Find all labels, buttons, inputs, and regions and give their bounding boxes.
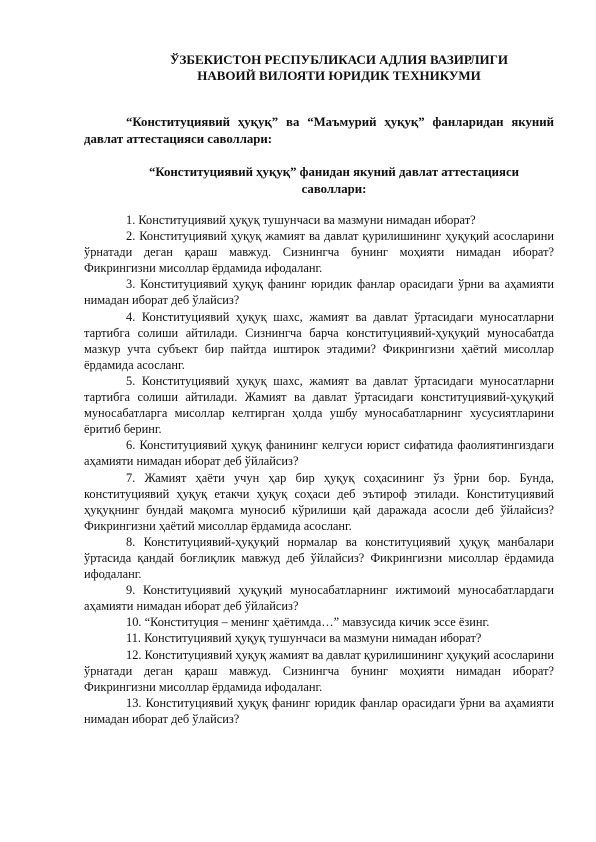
section-title-line2: саволлари: <box>301 182 367 196</box>
question-item: 13. Конституциявий ҳуқуқ фанинг юридик фанлар орасидаги ўрни ва аҳамияти нимадан иборат деб ўлайсиз? <box>84 695 554 726</box>
question-item: 7. Жамият ҳаёти учун ҳар бир ҳуқуқ соҳасининг ўз ўрни бор. Бунда, конституциявий ҳуқуқ етакчи ҳуқуқ соҳаси деб эътироф этилади. Конституциявий ҳуқуқнинг бундай мақомга муносиб кўрилиши қай даражада асосли деб ўйлайсиз? Фикрингизни ҳаётий мисоллар ёрдамида асосланг. <box>84 470 554 533</box>
question-item: 12. Конституциявий ҳуқуқ жамият ва давлат қурилишининг ҳуқуқий асосларини ўрнатади деган қараш мавжуд. Сизнингча бунинг моҳияти нимадан иборат? Фикрингизни мисоллар ёрдамида ифодаланг. <box>84 647 554 694</box>
question-item: 11. Конституциявий ҳуқуқ тушунчаси ва мазмуни нимадан иборат? <box>126 631 482 646</box>
question-item: 2. Конституциявий ҳуқуқ жамият ва давлат қурилишининг ҳуқуқий асосларини ўрнатади деган қараш мавжуд. Сизнингча бунинг моҳияти нимадан иборат? Фикрингизни мисоллар ёрдамида ифодаланг. <box>84 229 554 276</box>
question-item: 3. Конституциявий ҳуқуқ фанинг юридик фанлар орасидаги ўрни ва аҳамияти нимадан иборат деб ўлайсиз? <box>84 277 554 308</box>
document-page <box>84 52 554 727</box>
section-title <box>84 164 554 198</box>
question-item: 1. Конституциявий ҳуқуқ тушунчаси ва мазмуни нимадан иборат? <box>126 213 476 227</box>
document-header <box>124 52 554 84</box>
question-item: 5. Конституциявий ҳуқуқ шахс, жамият ва давлат ўртасидаги муносатларни тартибга солиши айтилади. Жамият ва давлат ўртасидаги конституциявий-ҳуқуқий муносабатларга мисоллар келтирган ҳолда ушбу муносабатларнинг хусусиятларини ёритиб беринг. <box>84 373 554 437</box>
header-institution: НАВОИЙ ВИЛОЯТИ ЮРИДИК ТЕХНИКУМИ <box>197 68 481 83</box>
question-list <box>84 212 554 727</box>
question-item: 9. Конституциявий ҳуқуқий муносабатларнинг ижтимоий муносабатлардаги аҳамияти нимадан иборат деб ўйлайсиз? <box>84 583 554 614</box>
question-item: 8. Конституциявий-ҳуқуқий нормалар ва конституциявий ҳуқуқ манбалари ўртасида қандай боғлиқлик мавжуд деб ўйлайсиз? Фикрингизни мисоллар ёрдамида ифодаланг. <box>84 534 554 582</box>
section-title-line1: “Конституциявий ҳуқуқ” фанидан якуний давлат аттестацияси <box>148 165 520 179</box>
question-item: 4. Конституциявий ҳуқуқ шахс, жамият ва давлат ўртасидаги муносатларни тартибга солиши айтилади. Сизнингча барча конституциявий-ҳуқуқий муносабатда мазкур учта субъект бир пайтда иштирок этадими? Фикрингизни ҳаётий мисоллар ёрдамида асосланг. <box>84 309 554 372</box>
question-item: 10. “Конституция – менинг ҳаётимда…” мавзусида кичик эссе ёзинг. <box>126 615 490 630</box>
intro-heading: “Конституциявий ҳуқуқ” ва “Маъмурий ҳуқуқ” фанларидан якуний давлат аттестацияси саволлари: <box>84 115 554 146</box>
header-ministry: ЎЗБЕКИСТОН РЕСПУБЛИКАСИ АДЛИЯ ВАЗИРЛИГИ <box>169 52 509 67</box>
question-item: 6. Конституциявий ҳуқуқ фанининг келгуси юрист сифатида фаолиятингиздаги аҳамияти нимадан иборат деб ўйлайсиз? <box>84 438 554 469</box>
